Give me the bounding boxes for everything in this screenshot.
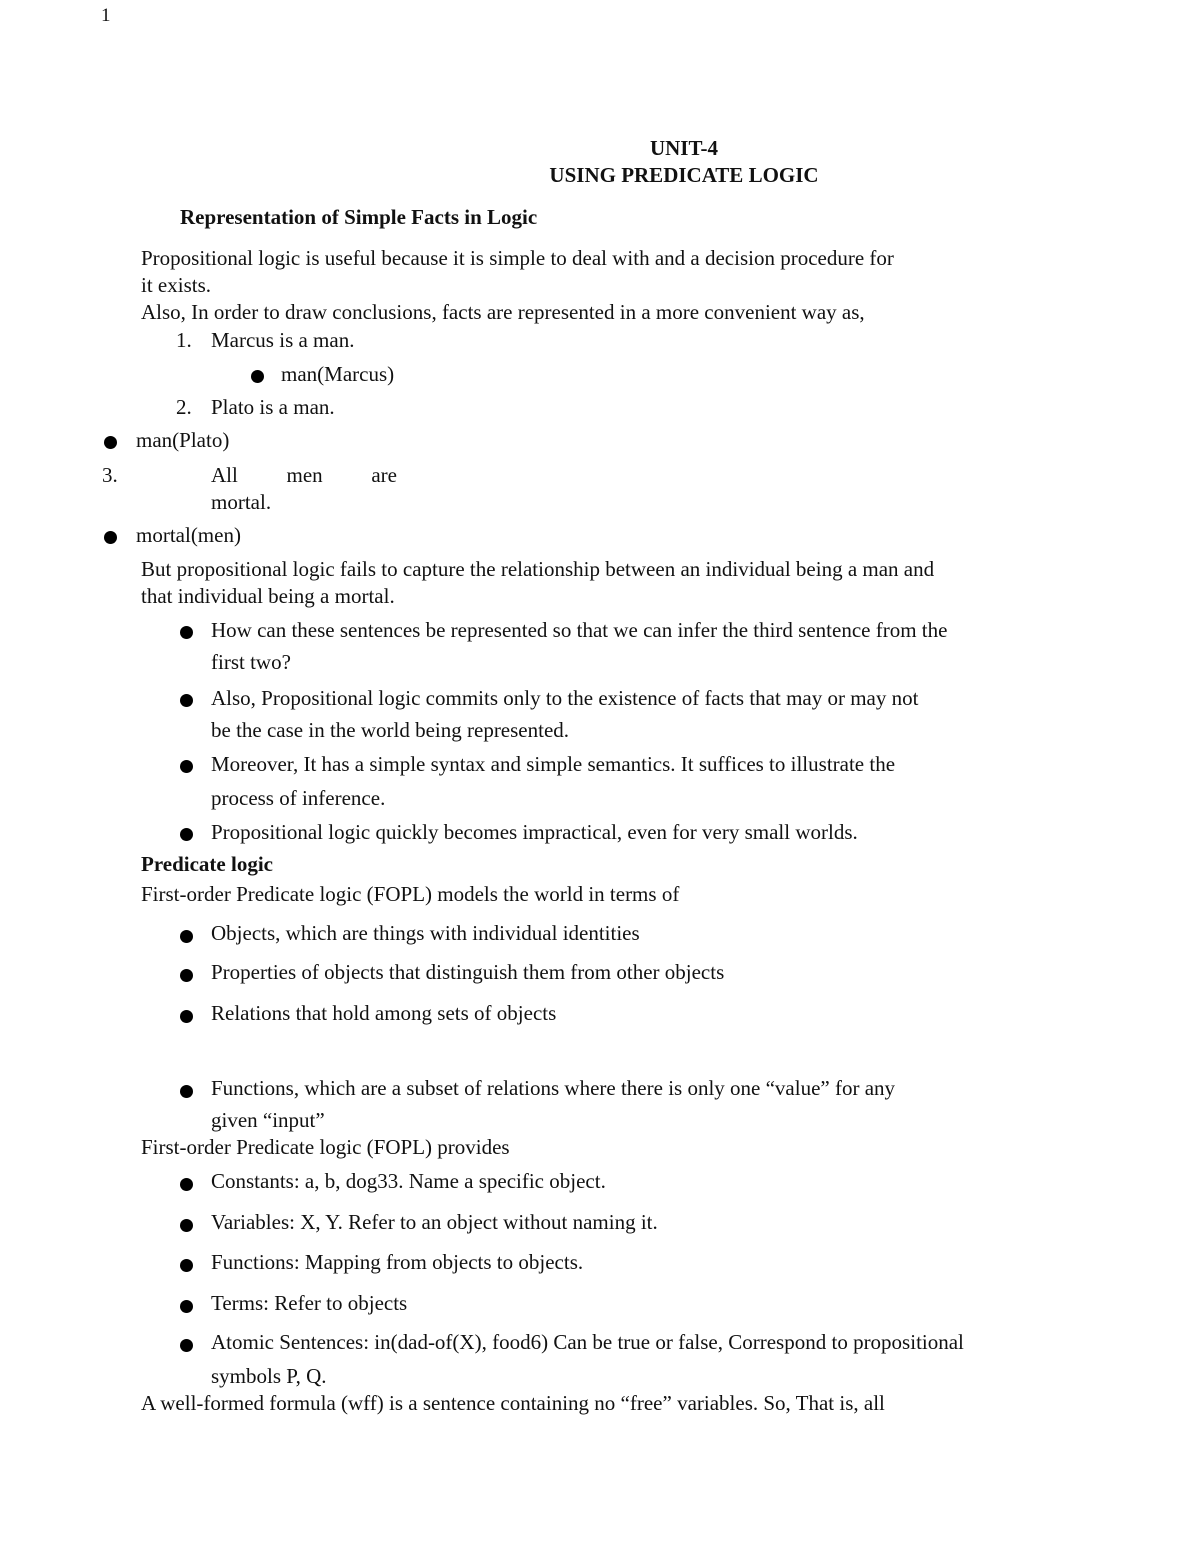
bullet-text: Propositional logic quickly becomes impractical, even for very small worlds. bbox=[211, 820, 858, 844]
bullet-icon bbox=[180, 828, 193, 841]
word: are bbox=[371, 463, 397, 487]
bullet-text: Moreover, It has a simple syntax and simple semantics. It suffices to illustrate the bbox=[211, 752, 896, 776]
bullet-text: Relations that hold among sets of objects bbox=[211, 1001, 557, 1025]
page-title: USING PREDICATE LOGIC bbox=[549, 163, 819, 187]
list-item: mortal. bbox=[211, 490, 272, 514]
list-item: Marcus is a man. bbox=[211, 328, 355, 352]
bullet-text: Also, Propositional logic commits only to the existence of facts that may or may not bbox=[211, 686, 919, 710]
bullet-text: Variables: X, Y. Refer to an object without naming it. bbox=[211, 1210, 658, 1234]
bullet-icon bbox=[180, 760, 193, 773]
bullet-icon bbox=[180, 969, 193, 982]
paragraph-line: Propositional logic is useful because it is simple to deal with and a decision procedure for bbox=[141, 246, 894, 270]
bullet-icon bbox=[180, 1010, 193, 1023]
paragraph-line: Also, In order to draw conclusions, facts are represented in a more convenient way as, bbox=[141, 300, 865, 324]
bullet-text: process of inference. bbox=[211, 786, 386, 810]
paragraph-line: First-order Predicate logic (FOPL) models the world in terms of bbox=[141, 882, 680, 906]
paragraph-line: A well-formed formula (wff) is a sentence containing no “free” variables. So, That is, all bbox=[141, 1391, 885, 1415]
bullet-icon bbox=[104, 436, 117, 449]
bullet-text: given “input” bbox=[211, 1108, 325, 1132]
unit-heading: UNIT-4 bbox=[649, 136, 719, 160]
bullet-icon bbox=[104, 531, 117, 544]
list-subitem: man(Plato) bbox=[136, 428, 230, 452]
list-number: 1. bbox=[176, 328, 192, 352]
paragraph-line: But propositional logic fails to capture the relationship between an individual being a man and bbox=[141, 557, 935, 581]
list-subitem: mortal(men) bbox=[136, 523, 241, 547]
list-item-justified bbox=[211, 465, 397, 486]
list-subitem: man(Marcus) bbox=[281, 362, 395, 386]
bullet-icon bbox=[180, 626, 193, 639]
bullet-text: Atomic Sentences: in(dad-of(X), food6) Can be true or false, Correspond to propositional bbox=[211, 1330, 964, 1354]
list-number: 3. bbox=[102, 463, 118, 487]
page-number: 1 bbox=[101, 5, 111, 26]
bullet-icon bbox=[180, 1259, 193, 1272]
word: men bbox=[286, 463, 323, 487]
paragraph-line: that individual being a mortal. bbox=[141, 584, 395, 608]
bullet-text: Constants: a, b, dog33. Name a specific object. bbox=[211, 1169, 606, 1193]
bullet-text: How can these sentences be represented so that we can infer the third sentence from the bbox=[211, 618, 948, 642]
section-heading-representation: Representation of Simple Facts in Logic bbox=[180, 205, 538, 229]
bullet-icon bbox=[180, 1339, 193, 1352]
bullet-text: Functions, which are a subset of relations where there is only one “value” for any bbox=[211, 1076, 896, 1100]
bullet-text: Objects, which are things with individual identities bbox=[211, 921, 640, 945]
section-heading-predicate-logic: Predicate logic bbox=[141, 852, 273, 876]
bullet-icon bbox=[180, 1300, 193, 1313]
bullet-text: Terms: Refer to objects bbox=[211, 1291, 408, 1315]
bullet-icon bbox=[180, 930, 193, 943]
word: All bbox=[211, 463, 238, 487]
bullet-text: symbols P, Q. bbox=[211, 1364, 327, 1388]
bullet-icon bbox=[180, 1178, 193, 1191]
bullet-icon bbox=[180, 694, 193, 707]
paragraph-line: First-order Predicate logic (FOPL) provides bbox=[141, 1135, 510, 1159]
bullet-text: first two? bbox=[211, 650, 291, 674]
bullet-icon bbox=[180, 1219, 193, 1232]
paragraph-line: it exists. bbox=[141, 273, 212, 297]
list-number: 2. bbox=[176, 395, 192, 419]
bullet-text: be the case in the world being represented. bbox=[211, 718, 570, 742]
bullet-icon bbox=[251, 370, 264, 383]
bullet-icon bbox=[180, 1085, 193, 1098]
list-item: Plato is a man. bbox=[211, 395, 335, 419]
bullet-text: Properties of objects that distinguish them from other objects bbox=[211, 960, 725, 984]
bullet-text: Functions: Mapping from objects to objects. bbox=[211, 1250, 584, 1274]
